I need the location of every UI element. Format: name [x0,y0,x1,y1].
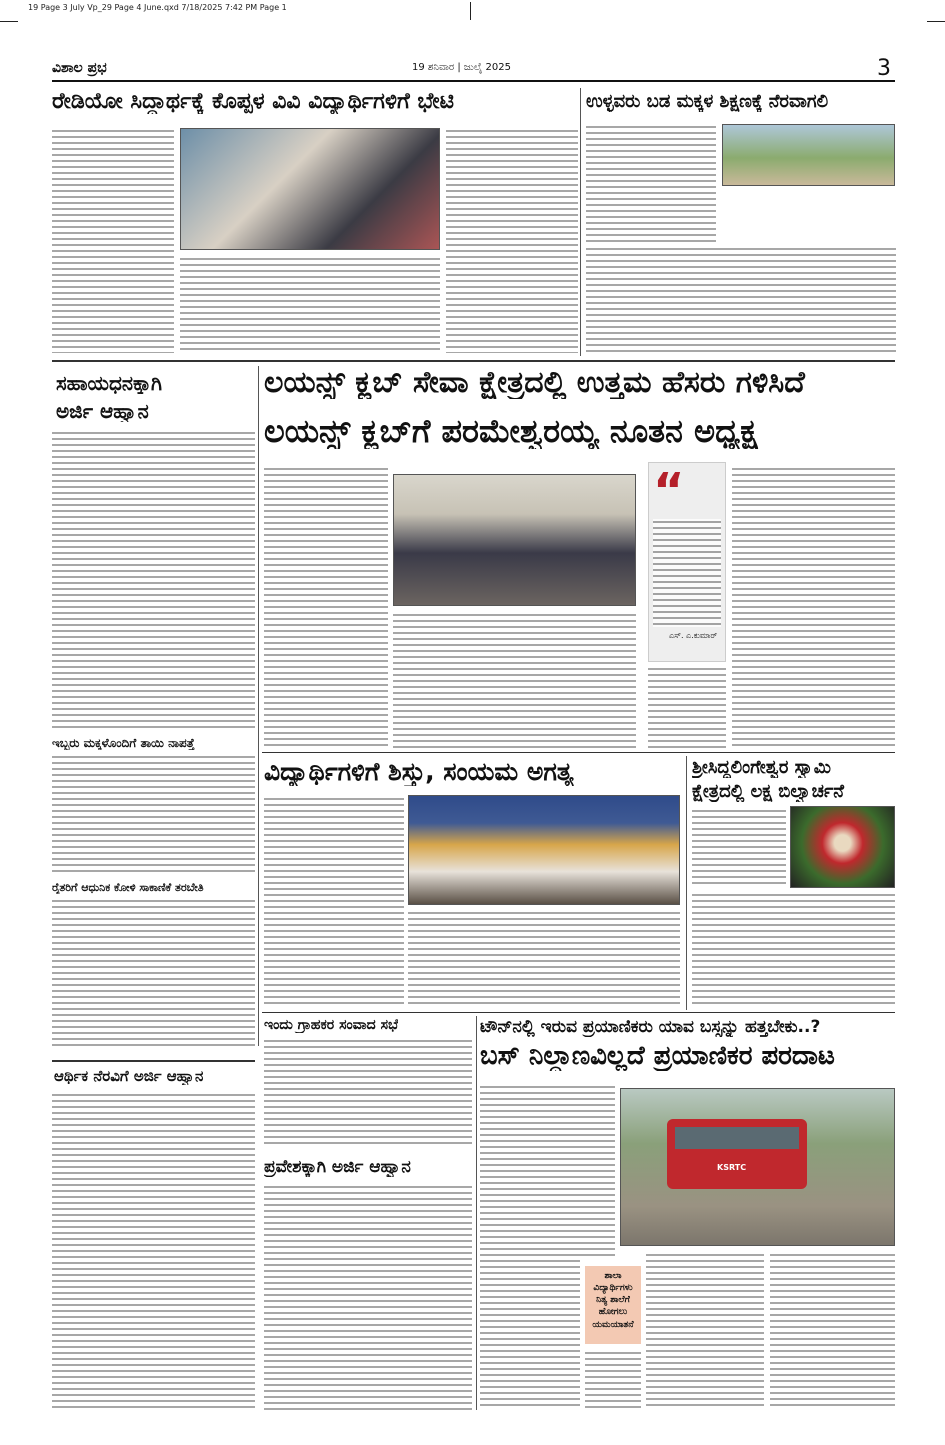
article-body-text [646,1252,764,1410]
issue-date: 19 ಶನಿವಾರ | ಜುಲೈ 2025 [412,62,511,73]
article-body-text [52,430,255,730]
section-divider [52,1060,255,1062]
column-divider [476,1016,477,1410]
headline-subsidy-1: ಸಹಾಯಧನಕ್ಕಾಗಿ [56,372,162,394]
headline-lions-2: ಲಯನ್ಸ್ ಕ್ಲಬ್‌ಗೆ ಪರಮೇಶ್ವರಯ್ಯ ನೂತನ ಅಧ್ಯಕ್ಷ [264,414,758,450]
headline-financial: ಆರ್ಥಿಕ ನೆರವಿಗೆ ಅರ್ಜಿ ಆಹ್ವಾನ [54,1068,204,1085]
article-body-text [393,612,636,748]
photo-lions-club-installation [393,474,636,606]
section-divider [262,752,895,753]
article-body-text [180,256,440,353]
headline-admission: ಪ್ರವೇಶಕ್ಕಾಗಿ ಅರ್ಜಿ ಆಹ್ವಾನ [264,1158,411,1177]
headline-education: ಉಳ್ಳವರು ಬಡ ಮಕ್ಕಳ ಶಿಕ್ಷಣಕ್ಕೆ ನೆರವಾಗಲಿ [586,92,829,112]
headline-bus-1: ಟೌನ್‌ನಲ್ಲಿ ಇರುವ ಪ್ರಯಾಣಿಕರು ಯಾವ ಬಸ್ಸನ್ನು ಹತ್ತಬೇಕು..? [480,1018,821,1037]
article-body-text [408,910,680,1008]
crop-mark [0,21,18,22]
photo-students-event [408,795,680,905]
crop-mark [927,21,945,22]
article-body-text [586,246,896,354]
article-body-text [52,1092,255,1410]
article-body-text [732,466,895,748]
headline-lions-1: ಲಯನ್ಸ್ ಕ್ಲಬ್ ಸೇವಾ ಕ್ಷೇತ್ರದಲ್ಲಿ ಉತ್ತಮ ಹೆಸರು ಗಳಿಸಿದೆ [264,366,805,399]
section-divider [52,360,895,362]
headline-temple-2: ಕ್ಷೇತ್ರದಲ್ಲಿ ಲಕ್ಷ ಬಿಲ್ವಾರ್ಚನೆ [692,782,844,802]
bus-window [675,1127,799,1149]
print-slug: 19 Page 3 July Vp_29 Page 4 June.qxd 7/18/2025 7:42 PM Page 1 [28,3,287,12]
section-divider [262,1012,895,1013]
article-body-text [264,466,388,748]
photo-school-children [722,124,895,186]
inset-box: ಶಾಲಾ ವಿದ್ಯಾರ್ಥಿಗಳು ನಿತ್ಯ ಶಾಲೆಗೆ ಹೋಗಲು ಯಮಯಾತನೆ [585,1266,641,1344]
article-body-text [585,1350,641,1410]
column-divider [258,366,259,1046]
photo-bus-stop [620,1088,895,1246]
headline-consumer: ಇಂದು ಗ್ರಾಹಕರ ಸಂವಾದ ಸಭೆ [264,1018,399,1033]
article-body-text [692,808,786,888]
headline-poultry: ರೈತರಿಗೆ ಆಧುನಿಕ ಕೋಳಿ ಸಾಕಾಣಿಕೆ ತರಬೇತಿ [52,882,204,894]
article-body-text [648,666,726,748]
newspaper-logo: ವಿಶಾಲ ಪ್ರಭ [52,60,107,76]
article-body-text [480,1084,615,1256]
photo-temple-deity [790,806,895,888]
bus-graphic [667,1119,807,1189]
quote-author: ಎಸ್. ಎ.ಕುಮಾರ್ [669,631,718,640]
masthead [52,58,895,82]
photo-radio-studio [180,128,440,250]
article-body-text [52,754,255,876]
headline-temple-1: ಶ್ರೀಸಿದ್ದಲಿಂಗೇಶ್ವರ ಸ್ವಾಮಿ [692,758,831,778]
column-divider [580,88,581,356]
quote-text [653,519,721,627]
article-body-text [692,892,895,1008]
headline-bus-2: ಬಸ್ ನಿಲ್ದಾಣವಿಲ್ಲದೆ ಪ್ರಯಾಣಿಕರ ಪರದಾಟ [480,1042,835,1071]
headline-subsidy-2: ಅರ್ಜಿ ಆಹ್ವಾನ [56,400,149,422]
pull-quote [648,462,726,662]
bus-label: KSRTC [717,1163,747,1172]
article-body-text [264,796,404,1008]
article-body-text [446,128,578,353]
article-body-text [770,1252,895,1410]
article-body-text [264,1038,472,1148]
registration-mark [470,2,471,20]
headline-missing: ಇಬ್ಬರು ಮಕ್ಕಳೊಂದಿಗೆ ತಾಯಿ ನಾಪತ್ತೆ [52,737,195,750]
quote-mark-icon: “ [653,463,685,519]
article-body-text [52,128,174,353]
headline-radio: ರೇಡಿಯೋ ಸಿದ್ಧಾರ್ಥಕ್ಕೆ ಕೊಪ್ಪಳ ವಿವಿ ವಿದ್ಯಾರ್ಥಿಗಳಿಗೆ ಭೇಟಿ [52,90,455,114]
column-divider [686,756,687,1010]
article-body-text [52,898,255,1048]
article-body-text [480,1258,580,1410]
headline-discipline: ವಿದ್ಯಾರ್ಥಿಗಳಿಗೆ ಶಿಸ್ತು, ಸಂಯಮ ಅಗತ್ಯ [264,758,574,786]
article-body-text [264,1184,472,1410]
page-number: 3 [877,56,891,81]
article-body-text [586,124,716,244]
